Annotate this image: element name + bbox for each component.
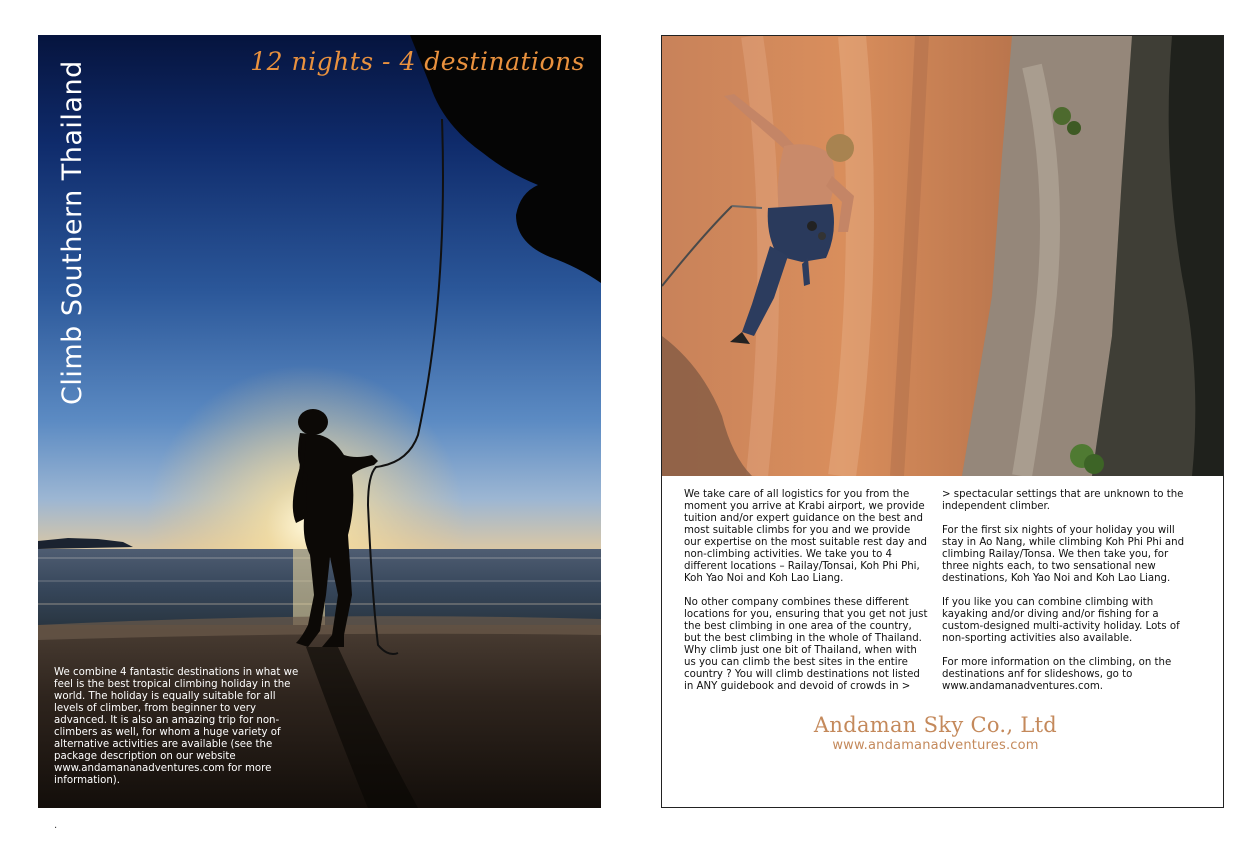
company-website-link[interactable]: www.andamanadventures.com	[832, 738, 1039, 753]
vertical-title: Climb Southern Thailand	[57, 60, 88, 405]
paragraph-more-info: For more information on the climbing, on the destinations anf for slideshows, go to www.andamanadventures.com.	[942, 657, 1172, 692]
paragraph-locations: No other company combines these different locations for you, ensuring that you get not just the best climbing in one area of the country, but the best climbing in the whole of Thailand. Why climb just one bit of Thailand, when with us you can climb the best sites in the entire country ? You will climb destinations not listed in ANY guidebook and devoid of crowds in >	[684, 597, 928, 692]
paragraph-settings: > spectacular settings that are unknown to the independent climber.	[942, 489, 1184, 512]
rock-climber-photo	[662, 36, 1223, 476]
content-page	[661, 35, 1224, 808]
script-headline: 12 nights - 4 destinations	[250, 47, 585, 76]
text-column-left	[684, 489, 930, 705]
paragraph-activities: If you like you can combine climbing with kayaking and/or diving and/or fishing for a custom-designed multi-activity holiday. Lots of non-sporting activities also available.	[942, 597, 1180, 644]
paragraph-logistics: We take care of all logistics for you from the moment you arrive at Krabi airport, we provide tuition and/or expert guidance on the best and most suitable climbs for you and we provide our expertise on the most suitable rest day and non-climbing activities. We take you to 4 different locations – Railay/Tonsai, Koh Phi Phi, Koh Yao Noi and Koh Lao Liang.	[684, 489, 927, 584]
company-footer	[662, 712, 1209, 753]
text-column-right	[942, 489, 1188, 705]
company-name: Andaman Sky Co., Ltd	[813, 713, 1058, 737]
paragraph-itinerary: For the first six nights of your holiday you will stay in Ao Nang, while climbing Koh Phi Phi and climbing Railay/Tonsa. We then take you, for three nights each, to two sensational new destinations, Koh Yao Noi and Koh Lao Liang.	[942, 525, 1185, 584]
intro-paragraph: We combine 4 fantastic destinations in what we feel is the best tropical climbing holiday in the world. The holiday is equally suitable for all levels of climber, from beginner to very advanced. It is also an amazing trip for non-climbers as well, for whom a huge variety of alternative activities are available (see the package description on our website www.andamananadventures.com for more information).	[54, 667, 299, 786]
page-mark: .	[54, 820, 58, 831]
cover-page	[38, 35, 601, 808]
